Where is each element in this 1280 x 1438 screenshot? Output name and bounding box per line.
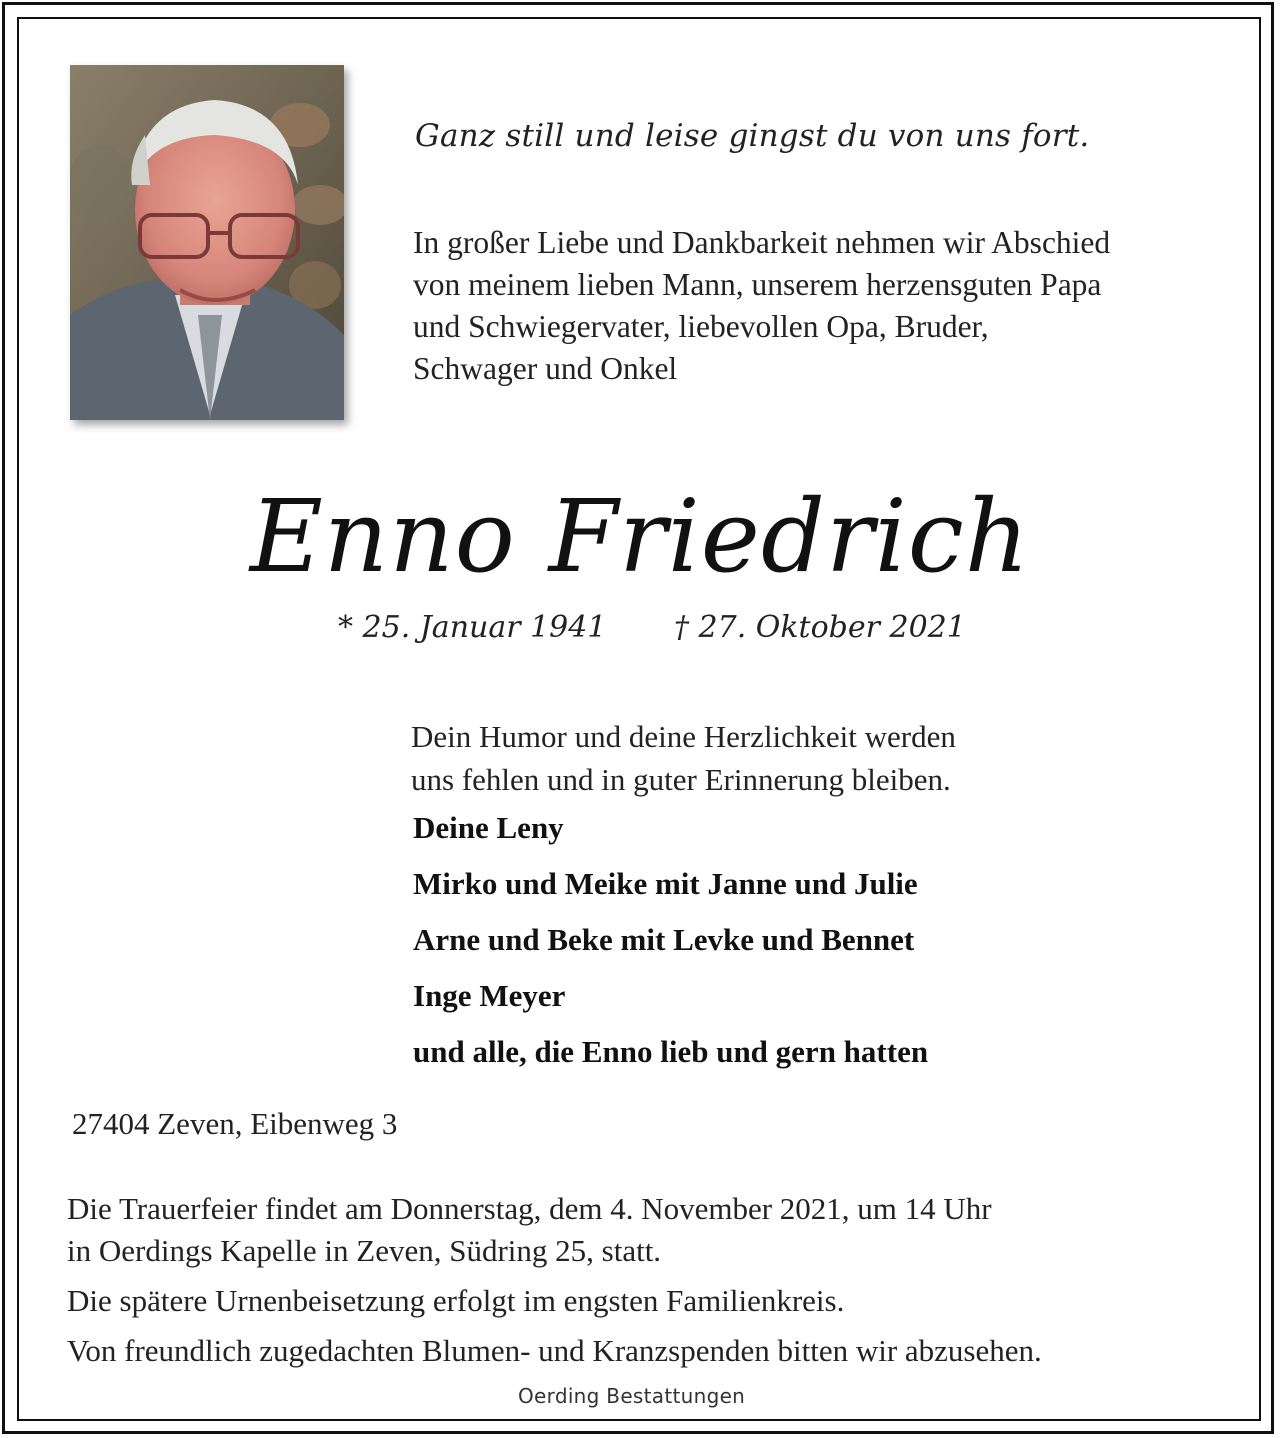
mourners-list (413, 806, 928, 1086)
remembrance-text (411, 715, 956, 801)
death-date: † 27. Oktober 2021 (674, 610, 966, 645)
mourner-entry: Inge Meyer (413, 978, 566, 1013)
remembrance-line: Dein Humor und deine Herzlichkeit werden (411, 719, 956, 754)
motto-verse: Ganz still und leise gingst du von uns fort. (415, 118, 1090, 154)
ceremony-line: Die Trauerfeier findet am Donnerstag, dem 4. November 2021, um 14 Uhr (67, 1191, 992, 1226)
deceased-name: Enno Friedrich (249, 478, 1031, 595)
mourner-entry: Deine Leny (413, 810, 564, 845)
mourner-entry: Arne und Beke mit Levke und Bennet (413, 922, 915, 957)
ceremony-line: Die spätere Urnenbeisetzung erfolgt im engsten Familienkreis. (67, 1283, 845, 1318)
undertaker-name: Oerding Bestattungen (518, 1384, 746, 1408)
ceremony-line: in Oerdings Kapelle in Zeven, Südring 25, statt. (67, 1233, 662, 1268)
intro-line: Schwager und Onkel (413, 351, 678, 386)
ceremony-info (67, 1188, 1042, 1372)
intro-line: von meinem lieben Mann, unserem herzensguten Papa (413, 267, 1102, 302)
birth-date: * 25. Januar 1941 (338, 610, 607, 645)
mourner-entry: Mirko und Meike mit Janne und Julie (413, 866, 918, 901)
ceremony-line: Von freundlich zugedachten Blumen- und Kranzspenden bitten wir abzusehen. (67, 1333, 1042, 1368)
mourner-entry: und alle, die Enno lieb und gern hatten (413, 1034, 929, 1069)
portrait-photo (70, 65, 344, 420)
family-address: 27404 Zeven, Eibenweg 3 (72, 1106, 398, 1141)
intro-line: und Schwiegervater, liebevollen Opa, Bruder, (413, 309, 989, 344)
life-dates (338, 610, 966, 645)
remembrance-line: uns fehlen und in guter Erinnerung bleiben. (411, 762, 951, 797)
intro-line: In großer Liebe und Dankbarkeit nehmen wir Abschied (413, 225, 1111, 260)
intro-text (413, 222, 1233, 390)
